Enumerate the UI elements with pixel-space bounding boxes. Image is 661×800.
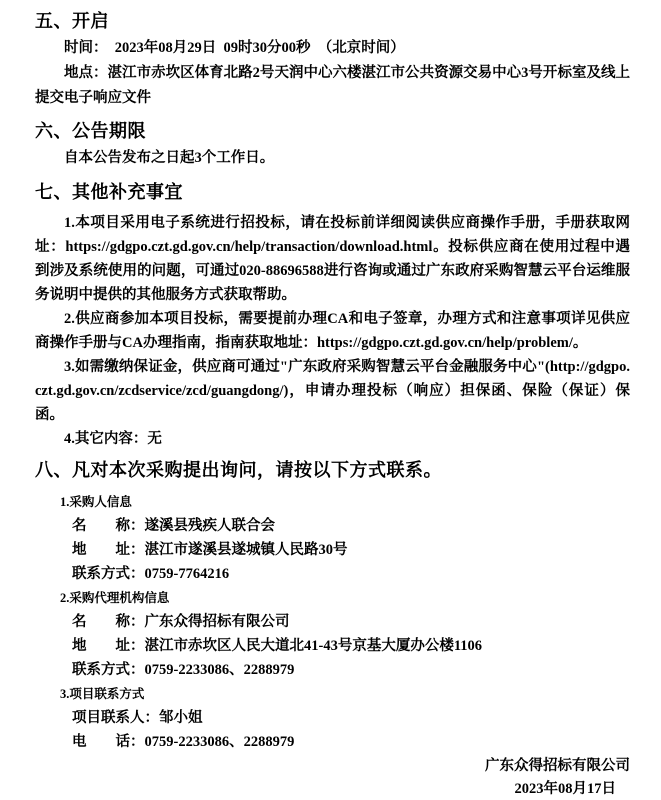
opening-location-line: 地点：湛江市赤坎区体育北路2号天润中心六楼湛江市公共资源交易中心3号开标室及线上提交电子响应文件 [35,65,630,106]
section-notice-period-heading: 六、公告期限 [35,121,146,141]
notice-period-text: 自本公告发布之日起3个工作日。 [64,150,275,166]
contact-group-title: 1.采购人信息 [60,495,132,509]
contact-group-purchaser [35,490,630,586]
contact-group-agency [35,586,630,682]
supplementary-paragraph-3: 3.如需缴纳保证金，供应商可通过"广东政府采购智慧云平台金融服务中心"(http://gdgpo.czt.gd.gov.cn/zcdservice/zcd/guangdong/)，申请办理投标（响应）担保函、保险（保证）保函。 [35,359,630,423]
project-contact-person-line: 项目联系人：邹小姐 [72,710,203,726]
section-contact-heading: 八、凡对本次采购提出询问，请按以下方式联系。 [35,460,442,480]
agency-phone-line: 联系方式：0759-2233086、2288979 [72,662,295,678]
opening-time-line: 时间： 2023年08月29日 09时30分00秒 （北京时间） [64,40,405,56]
contact-group-title: 2.采购代理机构信息 [60,591,170,605]
contact-group-project [35,682,630,754]
purchaser-name-line: 名 称：遂溪县残疾人联合会 [72,518,275,534]
purchaser-phone-line: 联系方式：0759-7764216 [72,566,230,582]
supplementary-paragraph-2: 2.供应商参加本项目投标，需要提前办理CA和电子签章，办理方式和注意事项详见供应商操作手册与CA办理指南，指南获取地址：https://gdgpo.czt.gd.gov.cn/help/problem/。 [35,311,630,351]
section-supplementary-heading: 七、其他补充事宜 [35,182,183,202]
contact-group-title: 3.项目联系方式 [60,687,145,701]
project-phone-line: 电 话：0759-2233086、2288979 [72,734,295,750]
supplementary-paragraph-1: 1.本项目采用电子系统进行招投标，请在投标前详细阅读供应商操作手册，手册获取网址：https://gdgpo.czt.gd.gov.cn/help/transaction/download.html。投标供应商在使用过程中遇到涉及系统使用的问题，可通过020-88696588进行咨询或通过广东政府采购智慧云平台运维服务说明中提供的其他服务方式获取帮助。 [35,215,630,303]
signature-date: 2023年08月17日 [514,781,616,797]
supplementary-paragraph-4: 4.其它内容：无 [64,431,162,447]
section-opening-heading: 五、开启 [35,11,109,31]
signature-block [35,754,630,800]
signature-company: 广东众得招标有限公司 [485,758,630,774]
purchaser-address-line: 地 址：湛江市遂溪县遂城镇人民路30号 [72,542,348,558]
agency-address-line: 地 址：湛江市赤坎区人民大道北41-43号京基大厦办公楼1106 [72,638,483,654]
agency-name-line: 名 称：广东众得招标有限公司 [72,614,290,630]
